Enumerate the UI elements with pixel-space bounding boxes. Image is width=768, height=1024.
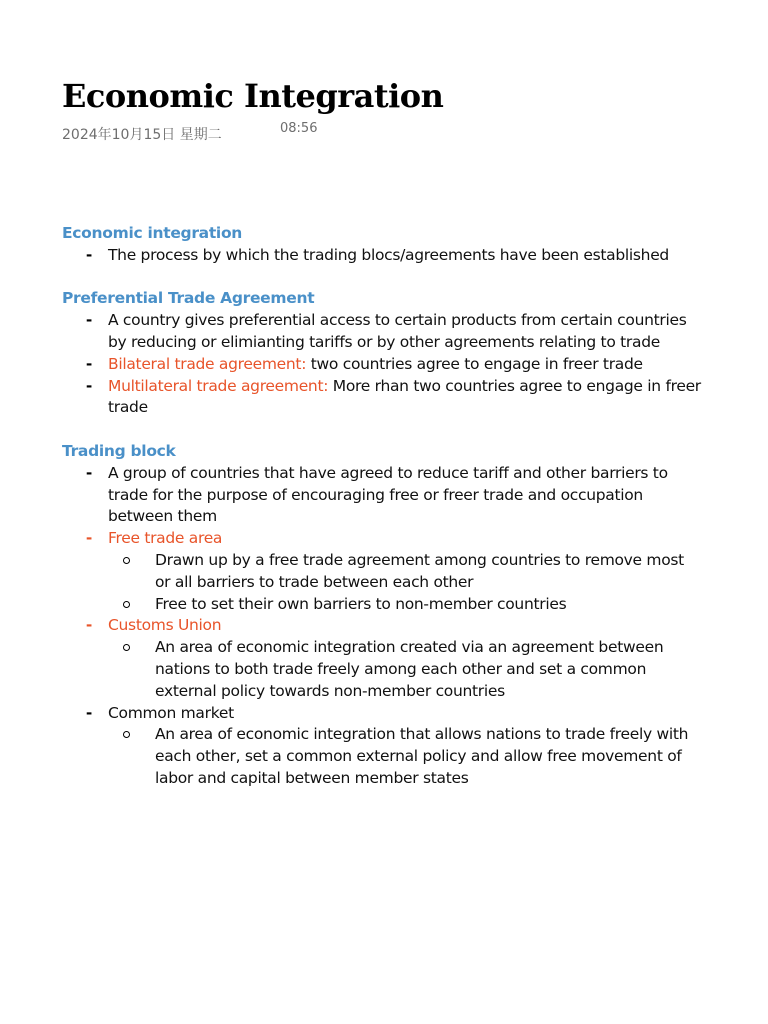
term-label: Bilateral trade agreement:: [108, 354, 307, 373]
sub-list-item: [108, 594, 702, 616]
dash-bullet: -: [85, 245, 93, 264]
list-item: [62, 528, 702, 615]
item-text: A country gives preferential access to certain products from certain countries by reducing or elimianting tariffs or by other agreements relating to trade: [108, 311, 687, 351]
list-item: [62, 245, 702, 267]
section-heading: Economic integration: [62, 224, 243, 242]
dash-bullet: -: [85, 616, 93, 635]
dash-bullet: -: [85, 354, 93, 373]
list-item: [62, 463, 702, 528]
circle-bullet-icon: [123, 731, 130, 738]
section-economic-integration: [62, 223, 702, 267]
term-label: Free trade area: [108, 529, 223, 548]
list-item: [62, 310, 702, 354]
item-text: Drawn up by a free trade agreement among countries to remove most or all barriers to trade between each other: [155, 550, 684, 591]
item-text: two countries agree to engage in freer trade: [306, 354, 643, 373]
sub-list-item: [108, 724, 702, 789]
section-trading-block: [62, 441, 702, 790]
note-time: 08:56: [280, 121, 318, 136]
item-text: A group of countries that have agreed to reduce tariff and other barriers to trade for the purpose of encouraging free or freer trade and occupation between them: [108, 463, 668, 526]
sub-bullet-list: [108, 724, 702, 789]
section-preferential-trade-agreement: [62, 288, 702, 419]
note-date: 2024年10月15日 星期二: [62, 127, 222, 143]
section-heading: Preferential Trade Agreement: [62, 289, 315, 308]
item-text: Common market: [108, 703, 234, 722]
dash-bullet: -: [85, 703, 93, 722]
item-text: More rhan two countries agree to engage in freer trade: [108, 376, 701, 417]
sub-bullet-list: [108, 550, 702, 615]
item-text: An area of economic integration created via an agreement between nations to both trade freely among each other and set a common external policy towards non-member countries: [155, 638, 664, 700]
list-item: [62, 615, 702, 702]
item-text: Free to set their own barriers to non-member countries: [155, 594, 567, 613]
note-body: [62, 223, 702, 812]
dash-bullet: -: [85, 376, 93, 395]
term-label: Customs Union: [108, 616, 222, 635]
bullet-list: [62, 245, 702, 267]
term-label: Multilateral trade agreement:: [108, 376, 329, 395]
section-heading: Trading block: [62, 441, 176, 460]
sub-list-item: [108, 637, 702, 702]
page-title: Economic Integration: [62, 77, 444, 115]
sub-bullet-list: [108, 637, 702, 702]
list-item: [62, 354, 702, 376]
bullet-list: [62, 463, 702, 790]
dash-bullet: -: [85, 311, 93, 330]
bullet-list: [62, 310, 702, 419]
circle-bullet-icon: [123, 601, 130, 608]
list-item: [62, 703, 702, 790]
note-meta: [62, 120, 462, 150]
list-item: [62, 376, 702, 420]
dash-bullet: -: [85, 463, 93, 482]
circle-bullet-icon: [123, 557, 130, 564]
sub-list-item: [108, 550, 702, 594]
item-text: The process by which the trading blocs/agreements have been established: [108, 245, 669, 264]
circle-bullet-icon: [123, 644, 130, 651]
dash-bullet: -: [85, 529, 93, 548]
item-text: An area of economic integration that allows nations to trade freely with each other, set a common external policy and allow free movement of labor and capital between member states: [155, 725, 689, 787]
